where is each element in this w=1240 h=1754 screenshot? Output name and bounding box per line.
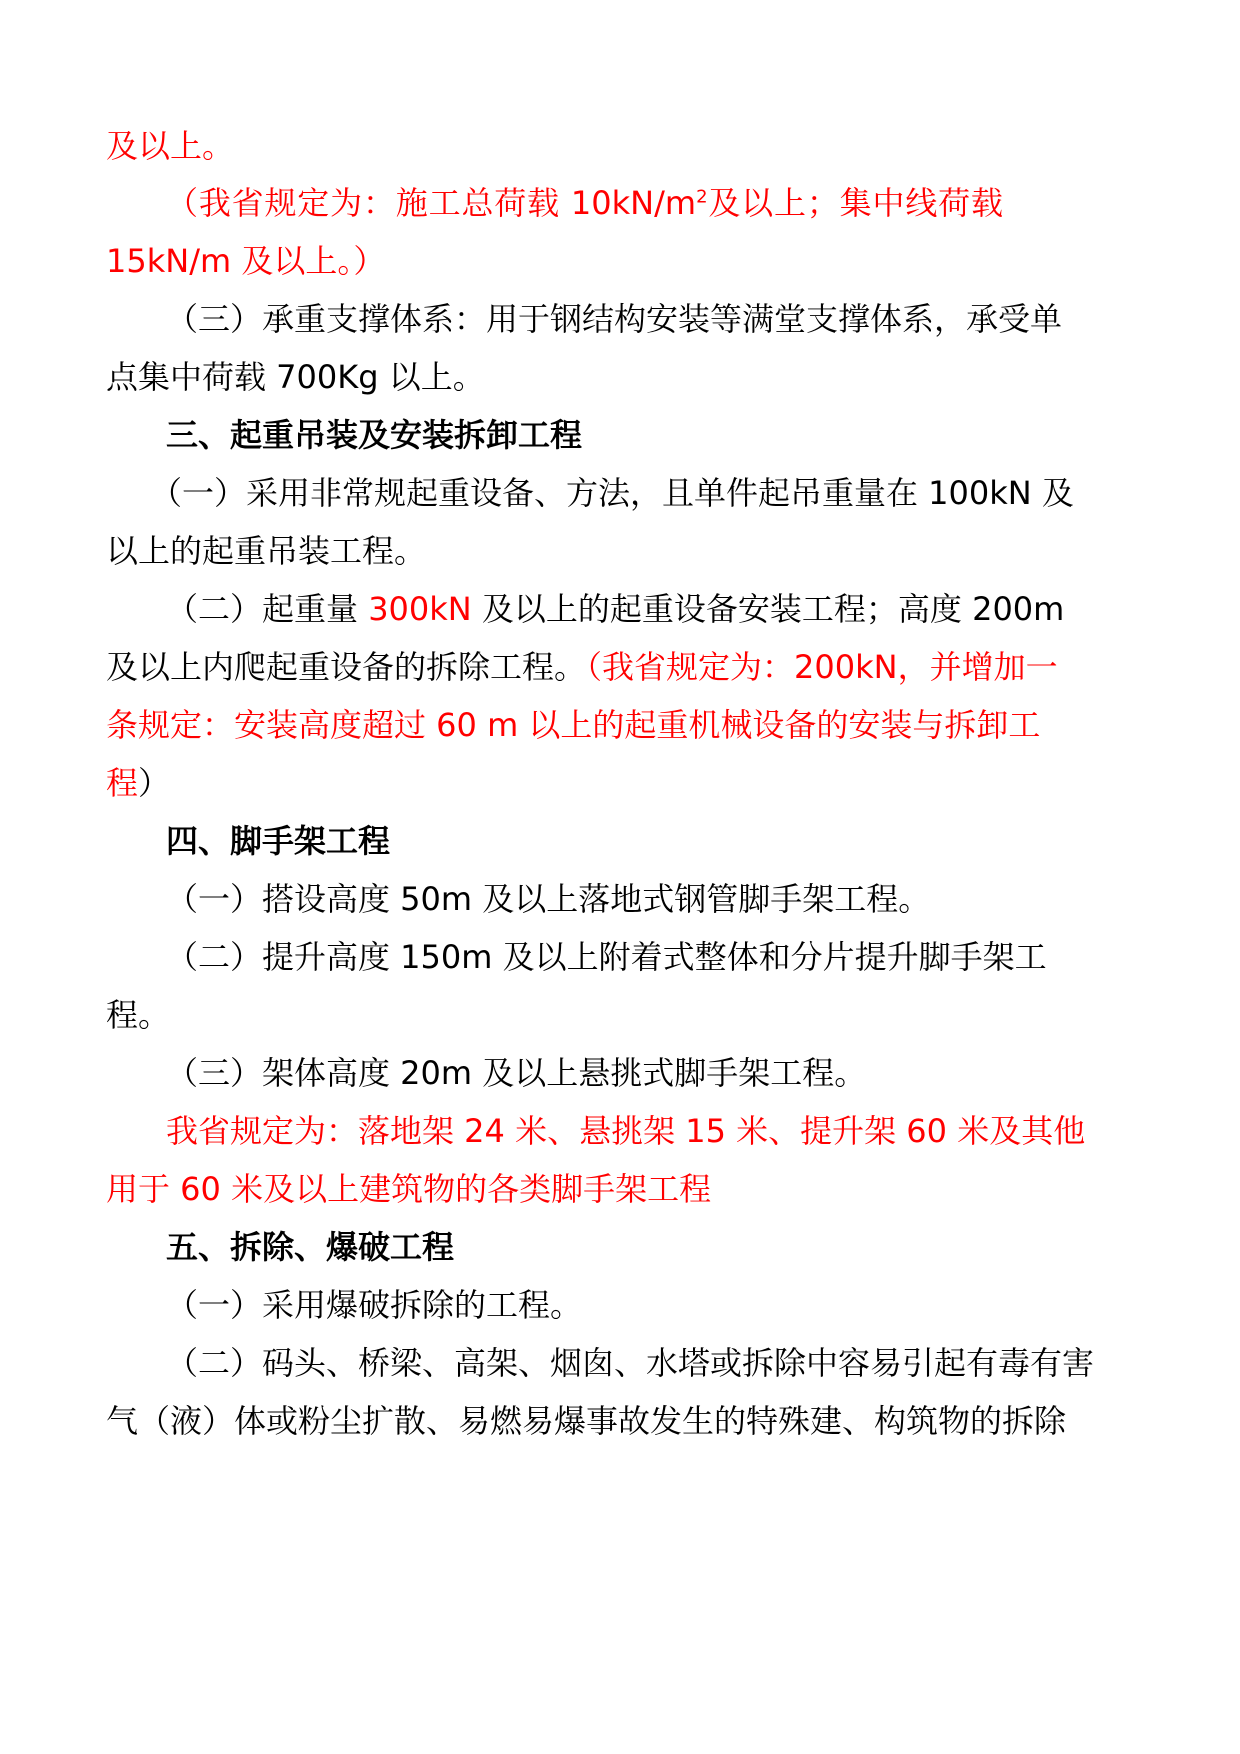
paragraph-line: （一）搭设高度 50m 及以上落地式钢管脚手架工程。: [166, 880, 931, 918]
paragraph-line: [106, 763, 170, 803]
highlight-run: （我省规定为：200kN，并增加一: [586, 648, 1058, 686]
paragraph-line: [166, 183, 1003, 223]
paragraph-line: [166, 589, 1065, 629]
text-run: 及以上的起重设备安装工程；高度 200m: [471, 590, 1065, 628]
paragraph-line: 以上的起重吊装工程。: [106, 532, 427, 570]
section-heading: 三、起重吊装及安装拆卸工程: [166, 416, 583, 454]
paragraph-line: [106, 647, 1058, 687]
paragraph-line: 气（液）体或粉尘扩散、易燃易爆事故发生的特殊建、构筑物的拆除: [106, 1402, 1067, 1440]
highlight-run: 300kN: [368, 590, 472, 628]
paragraph-line: （三）承重支撑体系：用于钢结构安装等满堂支撑体系，承受单: [166, 300, 1063, 338]
paragraph-line: 我省规定为：落地架 24 米、悬挑架 15 米、提升架 60 米及其他: [166, 1112, 1086, 1150]
paragraph-line: 程。: [106, 996, 171, 1034]
paragraph-line: （二）提升高度 150m 及以上附着式整体和分片提升脚手架工: [166, 938, 1047, 976]
section-heading: 五、拆除、爆破工程: [166, 1228, 455, 1266]
section-heading: 四、脚手架工程: [166, 822, 391, 860]
paragraph-line: （一）采用非常规起重设备、方法，且单件起吊重量在 100kN 及: [150, 474, 1074, 512]
paragraph-line: 及以上。: [106, 127, 235, 165]
text-run: （我省规定为：施工总荷载 10kN/m: [166, 184, 697, 222]
paragraph-line: 点集中荷载 700Kg 以上。: [106, 358, 485, 396]
paragraph-line: （三）架体高度 20m 及以上悬挑式脚手架工程。: [166, 1054, 867, 1092]
superscript: 2: [696, 186, 708, 208]
text-run: （二）起重量: [166, 590, 369, 628]
paragraph-line: 条规定：安装高度超过 60 m 以上的起重机械设备的安装与拆卸工: [106, 706, 1041, 744]
text-run: 及以上；集中线荷载: [707, 184, 1003, 222]
paragraph-line: （一）采用爆破拆除的工程。: [166, 1286, 583, 1324]
text-run: ）: [138, 764, 171, 802]
highlight-run: 程: [106, 764, 139, 802]
paragraph-line: 15kN/m 及以上。）: [106, 242, 386, 280]
paragraph-line: （二）码头、桥梁、高架、烟囱、水塔或拆除中容易引起有毒有害: [166, 1344, 1095, 1382]
paragraph-line: 用于 60 米及以上建筑物的各类脚手架工程: [106, 1170, 712, 1208]
text-run: 及以上内爬起重设备的拆除工程。: [106, 648, 587, 686]
